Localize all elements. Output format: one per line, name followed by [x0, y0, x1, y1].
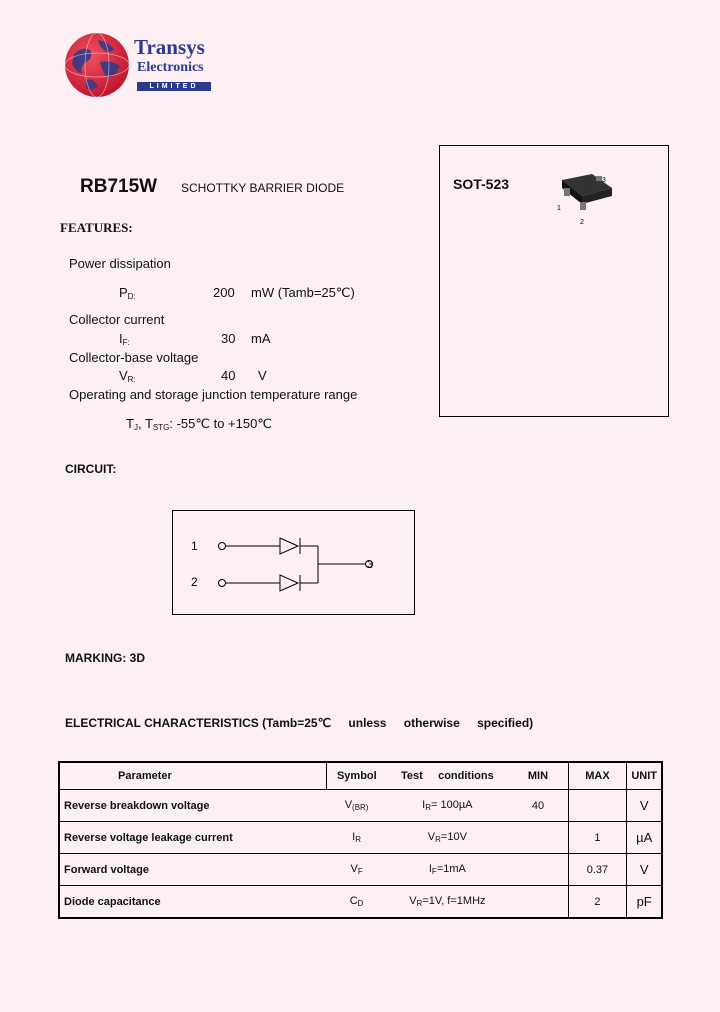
table-row [59, 822, 662, 854]
row-unit: pF [627, 886, 662, 919]
row-parameter: Reverse voltage leakage current [59, 822, 327, 854]
feature-unit-voltage: V [258, 368, 267, 383]
row-min: 40 [508, 790, 568, 822]
company-subtitle: Electronics [137, 60, 204, 75]
feature-label-voltage: Collector-base voltage [69, 350, 199, 365]
header-symbol: Symbol [327, 762, 386, 790]
feature-label-temperature: Operating and storage junction temperature range [69, 387, 358, 402]
row-max [568, 790, 627, 822]
package-name: SOT-523 [453, 176, 510, 192]
row-max: 1 [568, 822, 627, 854]
header-min: MIN [508, 762, 568, 790]
company-limited-badge: LIMITED [137, 82, 211, 91]
feature-symbol-voltage: $V_{R:}$ [119, 368, 136, 384]
row-parameter: Reverse breakdown voltage [59, 790, 327, 822]
circuit-heading: CIRCUIT: [65, 462, 117, 476]
row-symbol: $C_D$ [327, 886, 386, 919]
row-symbol: $V_{(BR)}$ [327, 790, 386, 822]
marking: MARKING: 3D [65, 651, 145, 665]
circuit-pin2-label: 2 [191, 575, 198, 589]
circuit-diagram [172, 510, 415, 615]
pin2-terminal [219, 580, 226, 587]
row-conditions: $V_R=1V$, f=1MHz [386, 886, 508, 919]
feature-symbol-power: $P_{D:}$ [119, 285, 136, 301]
row-parameter: Diode capacitance [59, 886, 327, 919]
package-pin2-label: 2 [580, 219, 584, 226]
row-unit: V [627, 854, 662, 886]
company-name: Transys [134, 35, 205, 59]
row-max: 0.37 [568, 854, 627, 886]
diode-2-icon [280, 575, 298, 591]
features-heading: FEATURES: [60, 220, 133, 235]
circuit-pin1-label: 1 [191, 539, 198, 553]
package-pin1-label: 1 [557, 205, 561, 212]
part-description: SCHOTTKY BARRIER DIODE [181, 181, 345, 195]
row-min [508, 854, 568, 886]
header-max: MAX [568, 762, 627, 790]
row-max: 2 [568, 886, 627, 919]
feature-value-power: 200 [213, 285, 235, 300]
table-row [59, 886, 662, 919]
row-parameter: Forward voltage [59, 854, 327, 886]
header-parameter: Parameter [59, 762, 327, 790]
feature-label-power: Power dissipation [69, 256, 171, 271]
row-conditions: $V_R=10V$ [386, 822, 508, 854]
feature-value-voltage: 40 [221, 368, 236, 383]
row-unit: µA [627, 822, 662, 854]
feature-unit-power: mW (Tamb=25℃) [251, 285, 355, 300]
diode-1-icon [280, 538, 298, 554]
header-conditions: Test conditions [386, 762, 508, 790]
header-unit: UNIT [627, 762, 662, 790]
company-logo-globe-icon [64, 32, 130, 98]
circuit-pin3-label: 3 [367, 559, 374, 571]
table-row [59, 790, 662, 822]
feature-label-current: Collector current [69, 312, 165, 327]
table-row [59, 854, 662, 886]
feature-temperature-range: $T_J$, $T_{STG}$: -55℃ to +150℃ [126, 416, 272, 432]
feature-value-current: 30 [221, 331, 236, 346]
row-min [508, 822, 568, 854]
package-pin3-label: 3 [602, 177, 606, 184]
pin1-terminal [219, 543, 226, 550]
row-symbol: $V_F$ [327, 854, 386, 886]
row-symbol: $I_R$ [327, 822, 386, 854]
table-header-row [59, 762, 662, 790]
row-min [508, 886, 568, 919]
part-number: RB715W [80, 176, 158, 197]
row-conditions: $I_R= 100\mu A$ [386, 790, 508, 822]
sot523-package-icon [552, 168, 622, 228]
electrical-heading: ELECTRICAL CHARACTERISTICS (Tamb=25℃ unless otherwise specified) [65, 716, 534, 730]
feature-symbol-current: $I_{F:}$ [119, 331, 130, 347]
row-conditions: $I_F=1mA$ [386, 854, 508, 886]
feature-unit-current: mA [251, 331, 271, 346]
electrical-characteristics-table [58, 761, 663, 919]
row-unit: V [627, 790, 662, 822]
